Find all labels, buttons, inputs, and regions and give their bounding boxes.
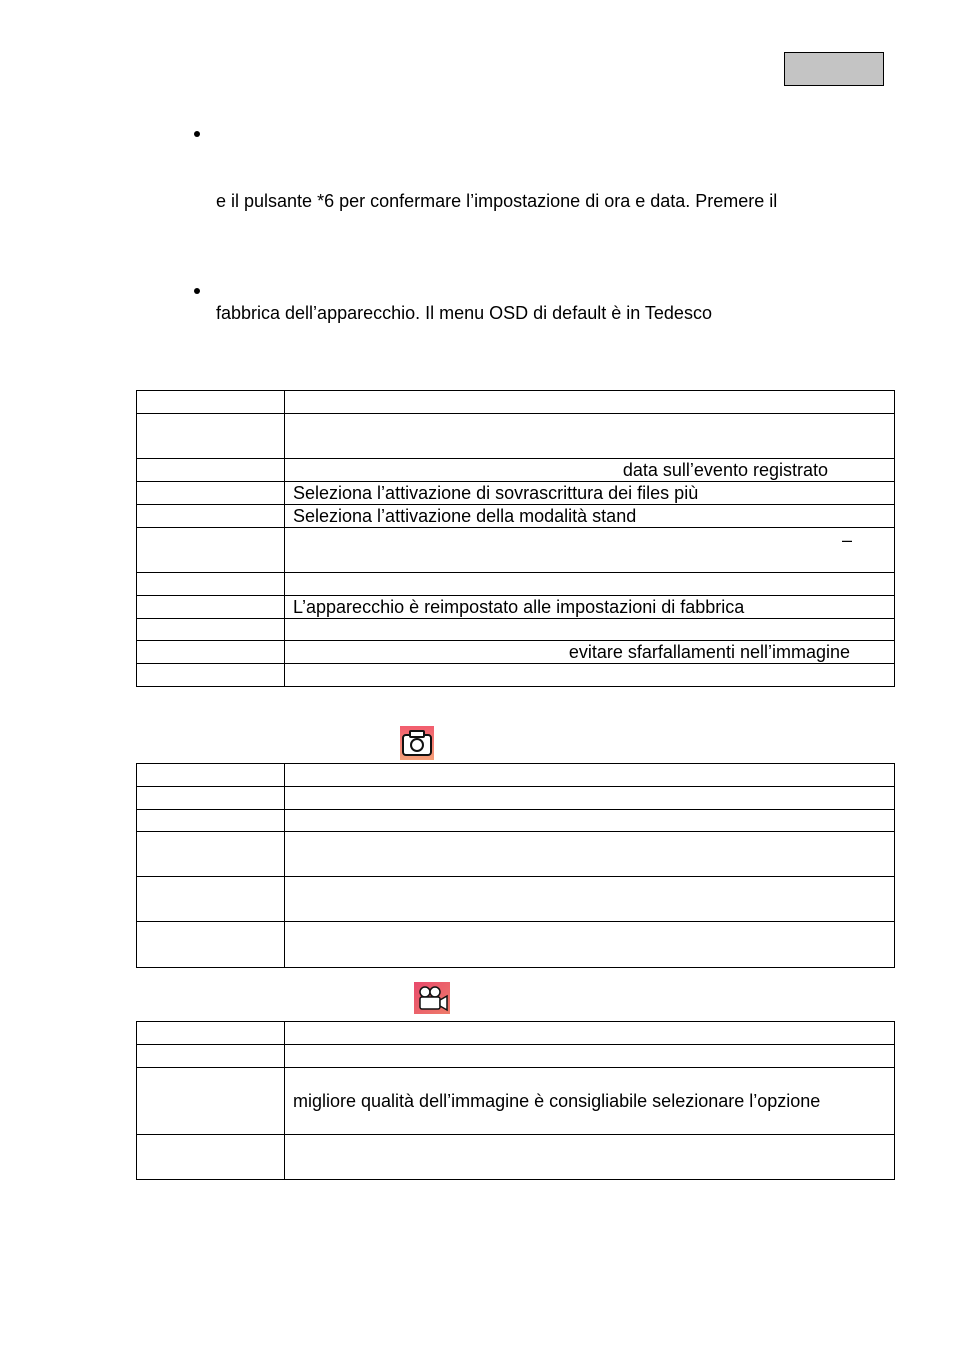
setting-desc-cell xyxy=(285,664,895,687)
photo-name-cell xyxy=(137,832,285,877)
video-name-cell xyxy=(137,1022,285,1045)
video-settings-table xyxy=(136,1021,895,1180)
page-number-badge xyxy=(784,52,884,86)
setting-name-cell xyxy=(137,459,285,482)
setting-name-cell xyxy=(137,573,285,596)
setting-desc-cell: L’apparecchio è reimpostato alle impostazioni di fabbrica xyxy=(285,596,895,619)
photo-desc-cell xyxy=(285,787,895,810)
setting-desc-cell: data sull’evento registrato xyxy=(285,459,895,482)
setting-name-cell xyxy=(137,528,285,573)
photo-name-cell xyxy=(137,810,285,832)
camera-icon xyxy=(400,726,434,760)
setting-desc-cell xyxy=(285,391,895,414)
setting-desc-cell: Seleziona l’attivazione di sovrascrittura dei files più xyxy=(285,482,895,505)
video-desc-cell xyxy=(285,1045,895,1068)
bullet-1 xyxy=(194,131,200,137)
setting-desc-cell xyxy=(285,414,895,459)
photo-desc-cell xyxy=(285,877,895,922)
photo-desc-cell xyxy=(285,810,895,832)
video-name-cell xyxy=(137,1045,285,1068)
setting-name-cell xyxy=(137,505,285,528)
photo-name-cell xyxy=(137,877,285,922)
video-camera-icon xyxy=(414,982,450,1014)
setting-name-cell xyxy=(137,596,285,619)
photo-desc-cell xyxy=(285,922,895,968)
paragraph-1-line: e il pulsante *6 per confermare l’impostazione di ora e data. Premere il xyxy=(216,191,778,211)
photo-desc-cell xyxy=(285,764,895,787)
setting-name-cell xyxy=(137,482,285,505)
photo-desc-cell xyxy=(285,832,895,877)
setting-name-cell xyxy=(137,414,285,459)
setting-desc-cell xyxy=(285,573,895,596)
setting-name-cell xyxy=(137,641,285,664)
bullet-2 xyxy=(194,288,200,294)
setting-desc-cell: evitare sfarfallamenti nell’immagine xyxy=(285,641,895,664)
setting-desc-cell: Seleziona l’attivazione della modalità stand xyxy=(285,505,895,528)
photo-name-cell xyxy=(137,764,285,787)
video-desc-cell xyxy=(285,1022,895,1045)
settings-table xyxy=(136,390,895,687)
setting-desc-cell xyxy=(285,619,895,641)
video-desc-cell: migliore qualità dell’immagine è consigliabile selezionare l’opzione xyxy=(285,1068,895,1135)
video-name-cell xyxy=(137,1135,285,1180)
video-desc-cell xyxy=(285,1135,895,1180)
photo-settings-table xyxy=(136,763,895,968)
setting-name-cell xyxy=(137,664,285,687)
setting-name-cell xyxy=(137,619,285,641)
photo-name-cell xyxy=(137,922,285,968)
photo-name-cell xyxy=(137,787,285,810)
video-name-cell xyxy=(137,1068,285,1135)
paragraph-2-line: fabbrica dell’apparecchio. Il menu OSD di default è in Tedesco xyxy=(216,303,712,323)
setting-desc-cell: – xyxy=(285,528,895,573)
setting-name-cell xyxy=(137,391,285,414)
